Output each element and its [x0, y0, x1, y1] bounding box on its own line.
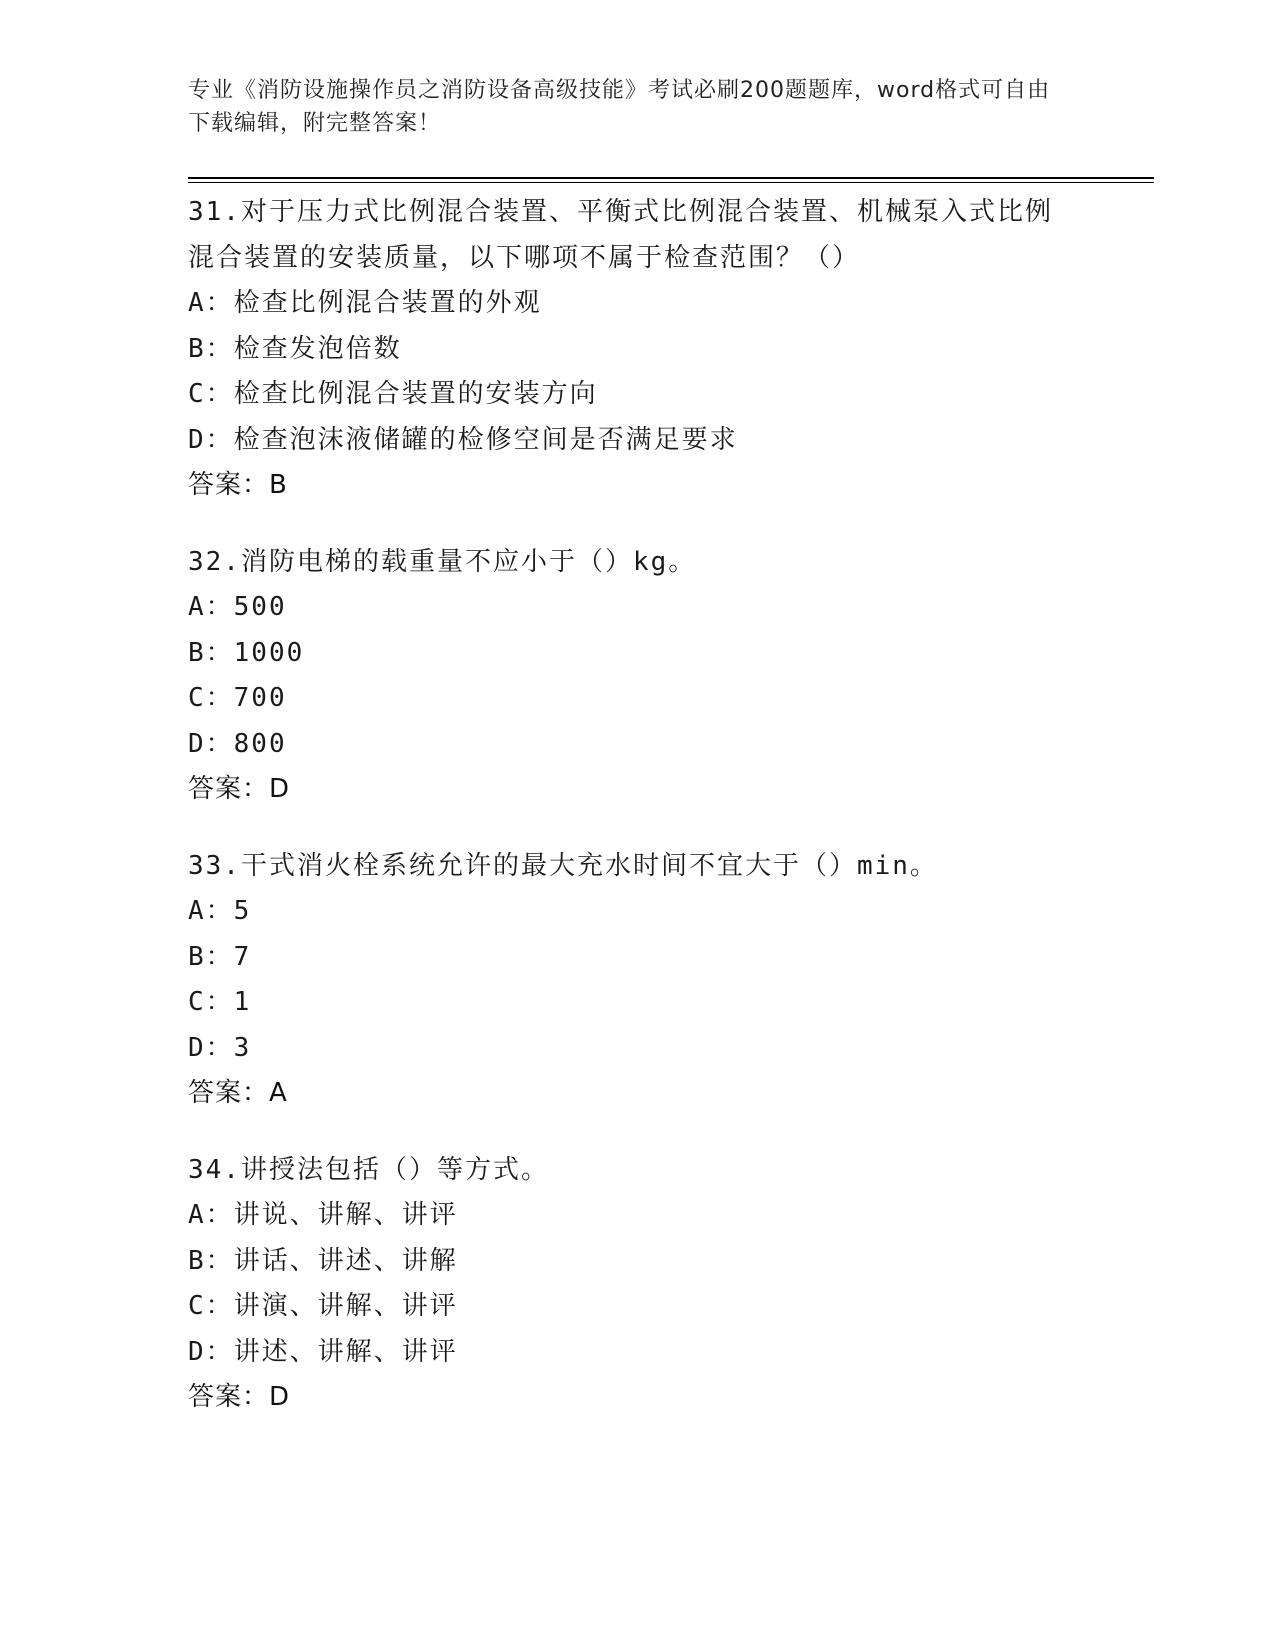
- question-list: [188, 190, 1088, 1452]
- answer-line: 答案：B: [188, 470, 288, 500]
- option-d: D：讲述、讲解、讲评: [188, 1336, 458, 1367]
- option-b: B：7: [188, 941, 252, 972]
- question-stem: 34.讲授法包括（）等方式。: [188, 1154, 549, 1185]
- question-stem: 31.对于压力式比例混合装置、平衡式比例混合装置、机械泵入式比例混合装置的安装质量，以下哪项不属于检查范围？（）: [188, 197, 1053, 273]
- option-d: D：检查泡沫液储罐的检修空间是否满足要求: [188, 424, 738, 455]
- header-divider-thin: [188, 182, 1154, 183]
- option-c: C：1: [188, 987, 252, 1017]
- option-b: B：检查发泡倍数: [188, 333, 402, 364]
- option-c: C：讲演、讲解、讲评: [188, 1291, 458, 1321]
- option-d: D：3: [188, 1032, 252, 1063]
- option-c: C：检查比例混合装置的安装方向: [188, 379, 598, 409]
- option-a: A：讲说、讲解、讲评: [188, 1200, 458, 1230]
- option-a: A：检查比例混合装置的外观: [188, 288, 542, 318]
- answer-line: 答案：D: [188, 774, 291, 804]
- header-divider-thick: [188, 177, 1154, 179]
- answer-line: 答案：D: [188, 1382, 291, 1412]
- question-stem: 32.消防电梯的载重量不应小于（）kg。: [188, 546, 697, 577]
- question-32: [188, 540, 1088, 813]
- answer-line: 答案：A: [188, 1078, 288, 1108]
- option-c: C：700: [188, 683, 287, 713]
- question-33: [188, 844, 1088, 1117]
- document-header: 专业《消防设施操作员之消防设备高级技能》考试必刷200题题库，word格式可自由下载编辑，附完整答案！: [188, 78, 1051, 136]
- option-d: D：800: [188, 728, 287, 759]
- question-34: [188, 1148, 1088, 1421]
- option-b: B：1000: [188, 637, 305, 668]
- question-31: [188, 190, 1088, 509]
- option-b: B：讲话、讲述、讲解: [188, 1245, 458, 1276]
- option-a: A：5: [188, 896, 252, 926]
- option-a: A：500: [188, 592, 287, 622]
- question-stem: 33.干式消火栓系统允许的最大充水时间不宜大于（）min。: [188, 850, 938, 881]
